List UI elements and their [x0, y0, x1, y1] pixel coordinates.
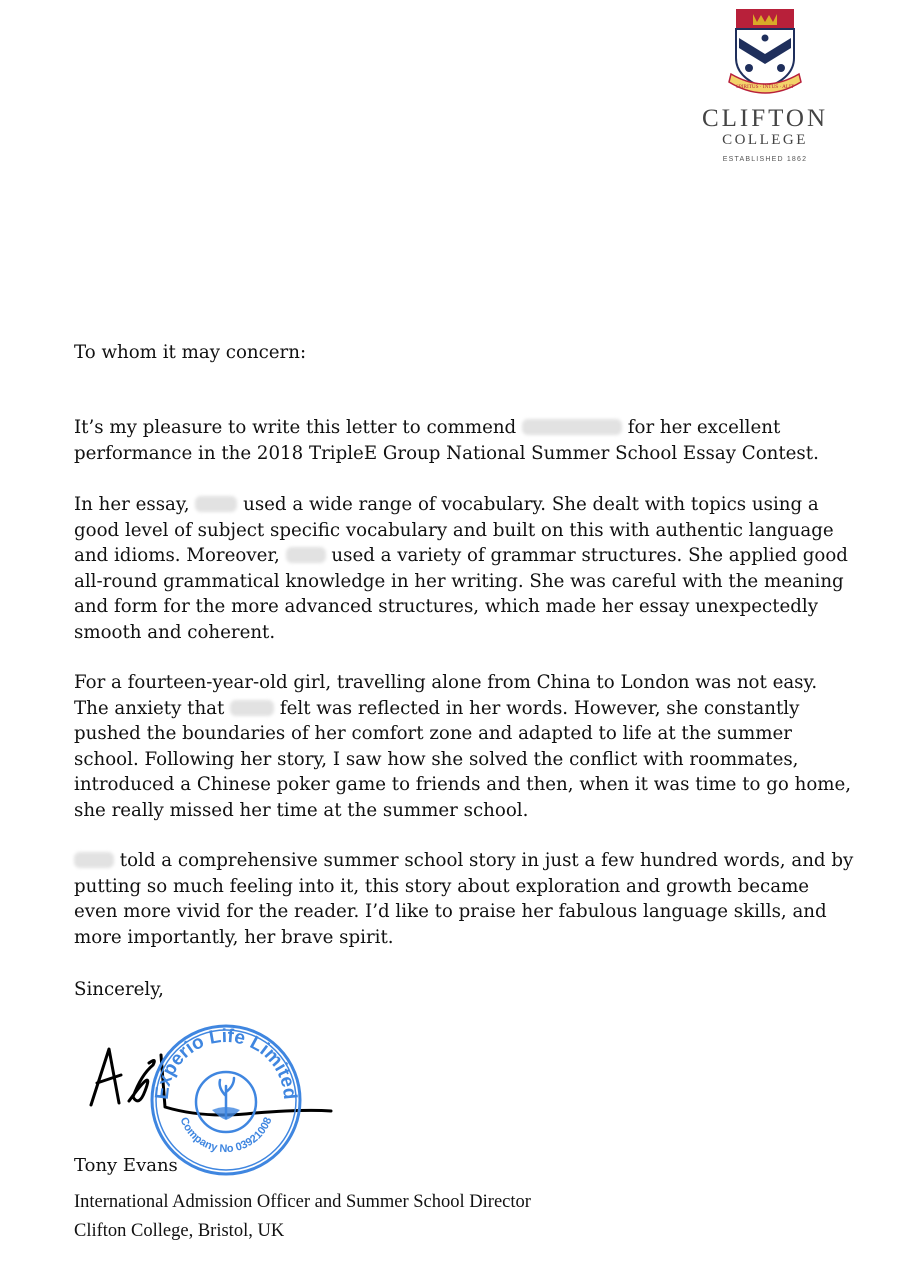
- closing: Sincerely,: [74, 979, 164, 1000]
- brand-subtitle: COLLEGE: [722, 132, 808, 148]
- paragraph-2-text-c: used a variety of grammar structures. She applied good all-round grammatical knowledge in her writing. She was careful with the meaning and form for the more advanced structures, which made her essay unexpectedly smooth and coherent.: [74, 545, 848, 643]
- paragraph-1-text-b: for her excellent performance in the 2018 TripleE Group National Summer School Essay Contest.: [74, 417, 819, 464]
- salutation: To whom it may concern:: [74, 342, 307, 363]
- paragraph-4-text-a: told a comprehensive summer school story in just a few hundred words, and by putting so much feeling into it, this story about exploration and growth became even more vivid for the reader. I’d like to praise her fabulous language skills, and more importantly, her brave spirit.: [74, 850, 854, 948]
- college-crest-icon: [727, 8, 803, 98]
- brand-name: CLIFTON: [701, 105, 829, 132]
- paragraph-2-text-a: In her essay,: [74, 494, 196, 515]
- redacted-name: [522, 419, 622, 435]
- crest-motto: SPIRITUS · INTUS · ALIT: [736, 84, 794, 90]
- paragraph-3-text-a: For a fourteen-year-old girl, travelling alone from China to London was not easy. The anxiety that: [74, 672, 818, 719]
- paragraph-4: [74, 848, 854, 950]
- college-logo: [690, 8, 840, 163]
- stamp-company-number: Company No 03921008: [177, 1115, 275, 1156]
- signatory-name: Tony Evans: [74, 1155, 178, 1176]
- signatory-organization: Clifton College, Bristol, UK: [74, 1221, 285, 1241]
- redacted-name: [74, 852, 114, 868]
- paragraph-3: [74, 670, 854, 823]
- redacted-name: [230, 700, 274, 716]
- redacted-name: [286, 547, 326, 563]
- paragraph-2-text-b: used a wide range of vocabulary. She dealt with topics using a good level of subject specific vocabulary and built on this with authentic language and idioms. Moreover,: [74, 494, 834, 566]
- established-text: ESTABLISHED 1862: [722, 156, 808, 163]
- paragraph-2: [74, 492, 854, 645]
- redacted-name: [195, 496, 237, 512]
- stamp-company-name: Experio Life Limited: [151, 1025, 301, 1101]
- paragraph-1-text-a: It’s my pleasure to write this letter to commend: [74, 417, 522, 438]
- paragraph-1: [74, 415, 854, 466]
- svg-text:Company No 03921008: [177, 1116, 274, 1156]
- signatory-title: International Admission Officer and Summer School Director: [74, 1192, 531, 1212]
- paragraph-3-text-b: felt was reflected in her words. However, she constantly pushed the boundaries of her comfort zone and adapted to life at the summer school. Following her story, I saw how she solved the conflict with roommates, introduced a Chinese poker game to friends and then, when it was time to go home, she really missed her time at the summer school.: [74, 697, 852, 821]
